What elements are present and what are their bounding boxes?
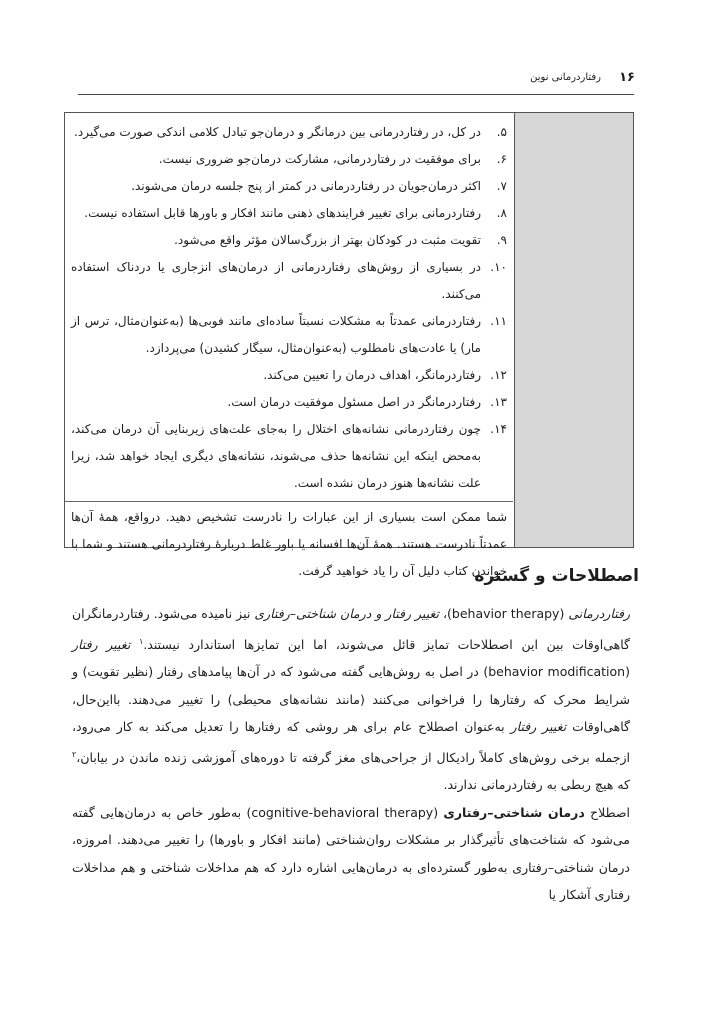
latin-term: behavior therapy bbox=[451, 606, 560, 621]
item-number: ۱۴. bbox=[490, 422, 507, 436]
item-text: در کل، در رفتاردرمانی بین درمانگر و درمان‌جو تبادل کلامی اندکی صورت می‌گیرد. bbox=[74, 125, 481, 139]
item-number: ۱۱. bbox=[490, 314, 507, 328]
list-item bbox=[71, 146, 507, 173]
item-text: رفتاردرمانی عمدتاً به مشکلات نسبتاً ساده‌ای مانند فوبی‌ها (به‌عنوان‌مثال، ترس از مار) یا عادت‌های نامطلوب (به‌عنوان‌مثال، سیگار کشیدن) می‌پردازد. bbox=[71, 314, 481, 355]
item-number: ۱۰. bbox=[490, 260, 507, 274]
term-behavior-modification: تغییر رفتار bbox=[72, 636, 131, 652]
item-text: چون رفتاردرمانی نشانه‌های اختلال را به‌جای علت‌های زیربنایی آن درمان می‌کند، به‌محض اینکه این نشانه‌ها حذف می‌شوند، نشانه‌های دیگری ایجاد خواهد شد، زیرا علت نشانه‌ها هنوز درمان نشده است. bbox=[71, 422, 481, 490]
item-text: رفتاردرمانگر در اصل مسئول موفقیت درمان است. bbox=[227, 395, 481, 409]
list-item bbox=[71, 119, 507, 146]
latin-term: behavior modification bbox=[488, 664, 626, 680]
list-item bbox=[71, 227, 507, 254]
list-item bbox=[71, 200, 507, 227]
footnote-ref: ۱ bbox=[139, 636, 144, 646]
page-number: ١۶ bbox=[619, 70, 635, 85]
box-shaded-margin bbox=[514, 113, 633, 547]
list-item bbox=[71, 416, 507, 497]
paragraph: رفتاردرمانی (behavior therapy)، تغییر رفتار و درمان شناختی–رفتاری نیز نامیده می‌شود. رفتاردرمانگران گاهی‌اوقات بین این اصطلاحات تمایز قائل می‌شوند، اما این تمایزها استاندارد نیستند.$^۱$ تغییر رفتار (behavior modification) در اصل به روش‌هایی گفته می‌شود که در آن‌ها پیامدهای رفتار (نظیر تقویت) و شرایط محرک که رفتارها را فراخوانی می‌کنند (مانند نشانه‌های محیطی) را تغییر می‌دهند. بااین‌حال، گاهی‌اوقات تغییر رفتار به‌عنوان اصطلاح عام برای هر روشی که رفتارها را تعدیل می‌کند به کار می‌رود، ازجمله برخی روش‌های کاملاً رادیکال از جراحی‌های مغز گرفته تا دوره‌های آموزشی زنده ماندن در بیابان،$^۲$ که هیچ ربطی به رفتاردرمانی ندارند. bbox=[72, 606, 630, 793]
item-text: رفتاردرمانی برای تغییر فرایندهای ذهنی مانند افکار و باورها قابل استفاده نیست. bbox=[84, 206, 481, 220]
list-item bbox=[71, 362, 507, 389]
term-behavior-modification: تغییر رفتار bbox=[510, 719, 567, 735]
item-text: رفتاردرمانگر، اهداف درمان را تعیین می‌کند. bbox=[263, 368, 481, 382]
item-number: ۱۲. bbox=[490, 368, 507, 382]
item-text: اکثر درمان‌جویان در رفتاردرمانی در کمتر از پنج جلسه درمان می‌شوند. bbox=[131, 179, 481, 193]
item-number: ۱۳. bbox=[490, 395, 507, 409]
item-text: در بسیاری از روش‌های رفتاردرمانی از درمان‌های انزجاری یا دردناک استفاده می‌کنند. bbox=[71, 260, 481, 301]
paragraph: اصطلاح درمان شناختی–رفتاری (cognitive-behavioral therapy) به‌طور خاص به درمان‌هایی گفته می‌شود که شناخت‌های تأثیرگذار بر مشکلات روان‌شناختی (مانند افکار و باورها) را تغییر می‌دهند. امروزه، درمان شناختی–رفتاری به‌طور گسترده‌ای به درمان‌هایی اشاره دارد که هم مداخلات شناختی و هم مداخلات رفتاری آشکار یا bbox=[72, 804, 630, 903]
running-title: رفتاردرمانی نوین bbox=[530, 72, 601, 83]
list-item bbox=[71, 389, 507, 416]
term-behavior-modification: تغییر رفتار و درمان شناختی–رفتاری bbox=[254, 606, 439, 621]
item-number: ۶. bbox=[496, 152, 507, 166]
item-text: برای موفقیت در رفتاردرمانی، مشارکت درمان‌جو ضروری نیست. bbox=[158, 152, 481, 166]
box-note: شما ممکن است بسیاری از این عبارات را نادرست تشخیص دهید. درواقع، همهٔ آن‌ها عمدتاً نادرست هستند. همهٔ آن‌ها افسانه یا باور غلط دربارهٔ رفتاردرمانی هستند و شما با خواندن کتاب دلیل آن را یاد خواهید گرفت. bbox=[71, 510, 507, 578]
item-number: ۹. bbox=[496, 233, 507, 247]
term-behavior-therapy: رفتاردرمانی bbox=[568, 606, 630, 621]
page-header bbox=[75, 68, 635, 92]
footnote-ref: ۲ bbox=[72, 749, 77, 759]
item-text: تقویت مثبت در کودکان بهتر از بزرگ‌سالان مؤثر واقع می‌شود. bbox=[174, 233, 481, 247]
list-item bbox=[71, 173, 507, 200]
box-content bbox=[71, 119, 507, 585]
list-item bbox=[71, 308, 507, 362]
item-number: ۵. bbox=[496, 125, 507, 139]
item-number: ۸. bbox=[496, 206, 507, 220]
latin-term: cognitive-behavioral therapy bbox=[251, 804, 434, 820]
box-divider bbox=[65, 501, 513, 502]
section-title: اصطلاحات و گستره bbox=[474, 566, 639, 586]
body-text bbox=[72, 600, 630, 909]
header-rule bbox=[78, 94, 634, 95]
list-item bbox=[71, 254, 507, 308]
item-number: ۷. bbox=[496, 179, 507, 193]
term-cbt: درمان شناختی–رفتاری bbox=[443, 804, 585, 820]
